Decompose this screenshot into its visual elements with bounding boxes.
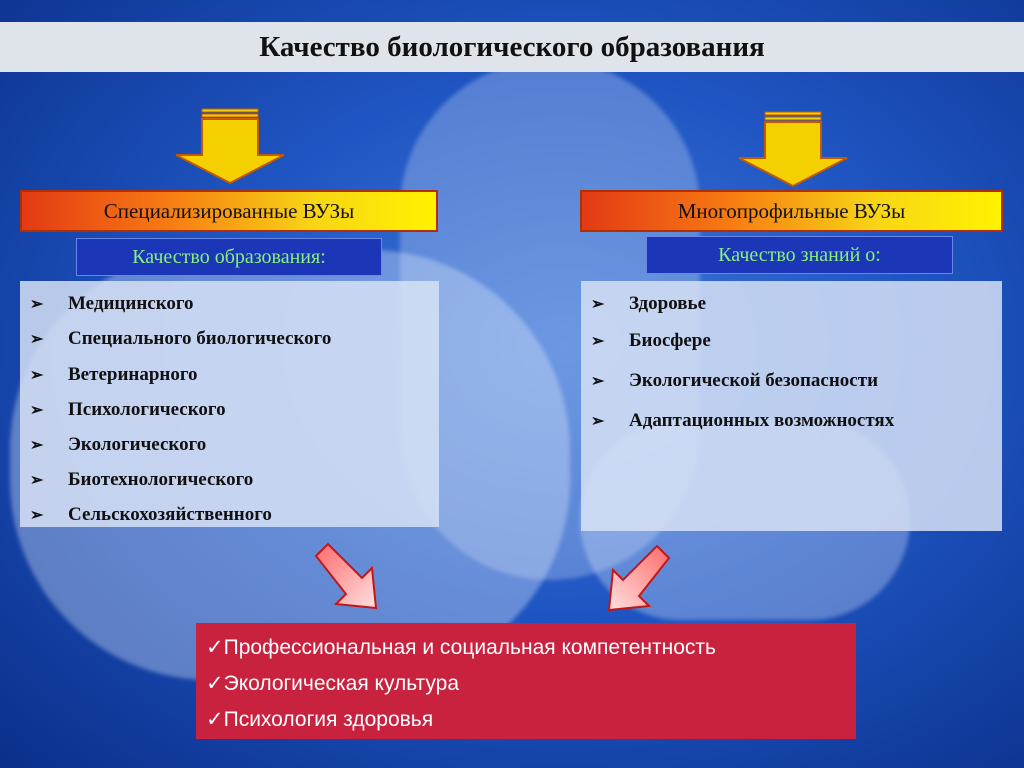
bullet-arrow-icon: ➢ bbox=[30, 366, 44, 384]
result-item: ✓Экологическая культура bbox=[206, 671, 460, 695]
bullet-arrow-icon: ➢ bbox=[30, 471, 44, 489]
list-item: ➢ Биосфере bbox=[591, 330, 711, 351]
left-list bbox=[20, 281, 439, 527]
bullet-arrow-icon: ➢ bbox=[30, 401, 44, 419]
list-item: ➢ Ветеринарного bbox=[30, 363, 198, 385]
bullet-arrow-icon: ➢ bbox=[30, 296, 44, 313]
result-item: ✓Психология здоровья bbox=[206, 707, 434, 731]
list-item: ➢ Специального биологического bbox=[30, 328, 332, 349]
left-subheader-label: Качество образования: bbox=[132, 245, 326, 268]
list-item: ➢ Экологической безопасности bbox=[591, 370, 879, 391]
list-item: ➢ Экологического bbox=[30, 433, 207, 455]
list-item: ➢ Медицинского bbox=[30, 293, 194, 314]
right-header bbox=[580, 190, 1003, 232]
bullet-arrow-icon: ➢ bbox=[591, 333, 605, 350]
list-item: ➢ Психологического bbox=[30, 398, 226, 420]
bullet-arrow-icon: ➢ bbox=[30, 331, 44, 348]
result-box bbox=[196, 623, 856, 739]
list-item: ➢ Адаптационных возможностях bbox=[591, 410, 895, 431]
arrow-diagonal-right-icon bbox=[312, 540, 382, 612]
bullet-arrow-icon: ➢ bbox=[30, 436, 44, 454]
title-bar bbox=[0, 22, 1024, 72]
bullet-arrow-icon: ➢ bbox=[591, 413, 605, 430]
left-header bbox=[20, 190, 438, 232]
right-header-label: Многопрофильные ВУЗы bbox=[677, 198, 906, 223]
result-item: ✓Профессиональная и социальная компетентность bbox=[206, 635, 716, 659]
arrow-down-left-icon bbox=[172, 105, 292, 185]
bullet-arrow-icon: ➢ bbox=[591, 296, 605, 313]
list-item: ➢ Биотехнологического bbox=[30, 468, 254, 490]
left-header-label: Специализированные ВУЗы bbox=[103, 198, 355, 223]
list-item: ➢ Здоровье bbox=[591, 293, 707, 314]
left-subheader bbox=[76, 238, 382, 276]
arrow-diagonal-left-icon bbox=[603, 542, 673, 614]
bullet-arrow-icon: ➢ bbox=[30, 506, 44, 524]
arrow-down-right-icon bbox=[735, 108, 855, 188]
right-subheader-label: Качество знаний о: bbox=[718, 243, 881, 266]
page-title: Качество биологического образования bbox=[259, 30, 765, 63]
bullet-arrow-icon: ➢ bbox=[591, 373, 605, 390]
list-item: ➢ Сельскохозяйственного bbox=[30, 503, 272, 525]
right-subheader bbox=[646, 236, 953, 274]
right-list bbox=[581, 281, 1002, 531]
